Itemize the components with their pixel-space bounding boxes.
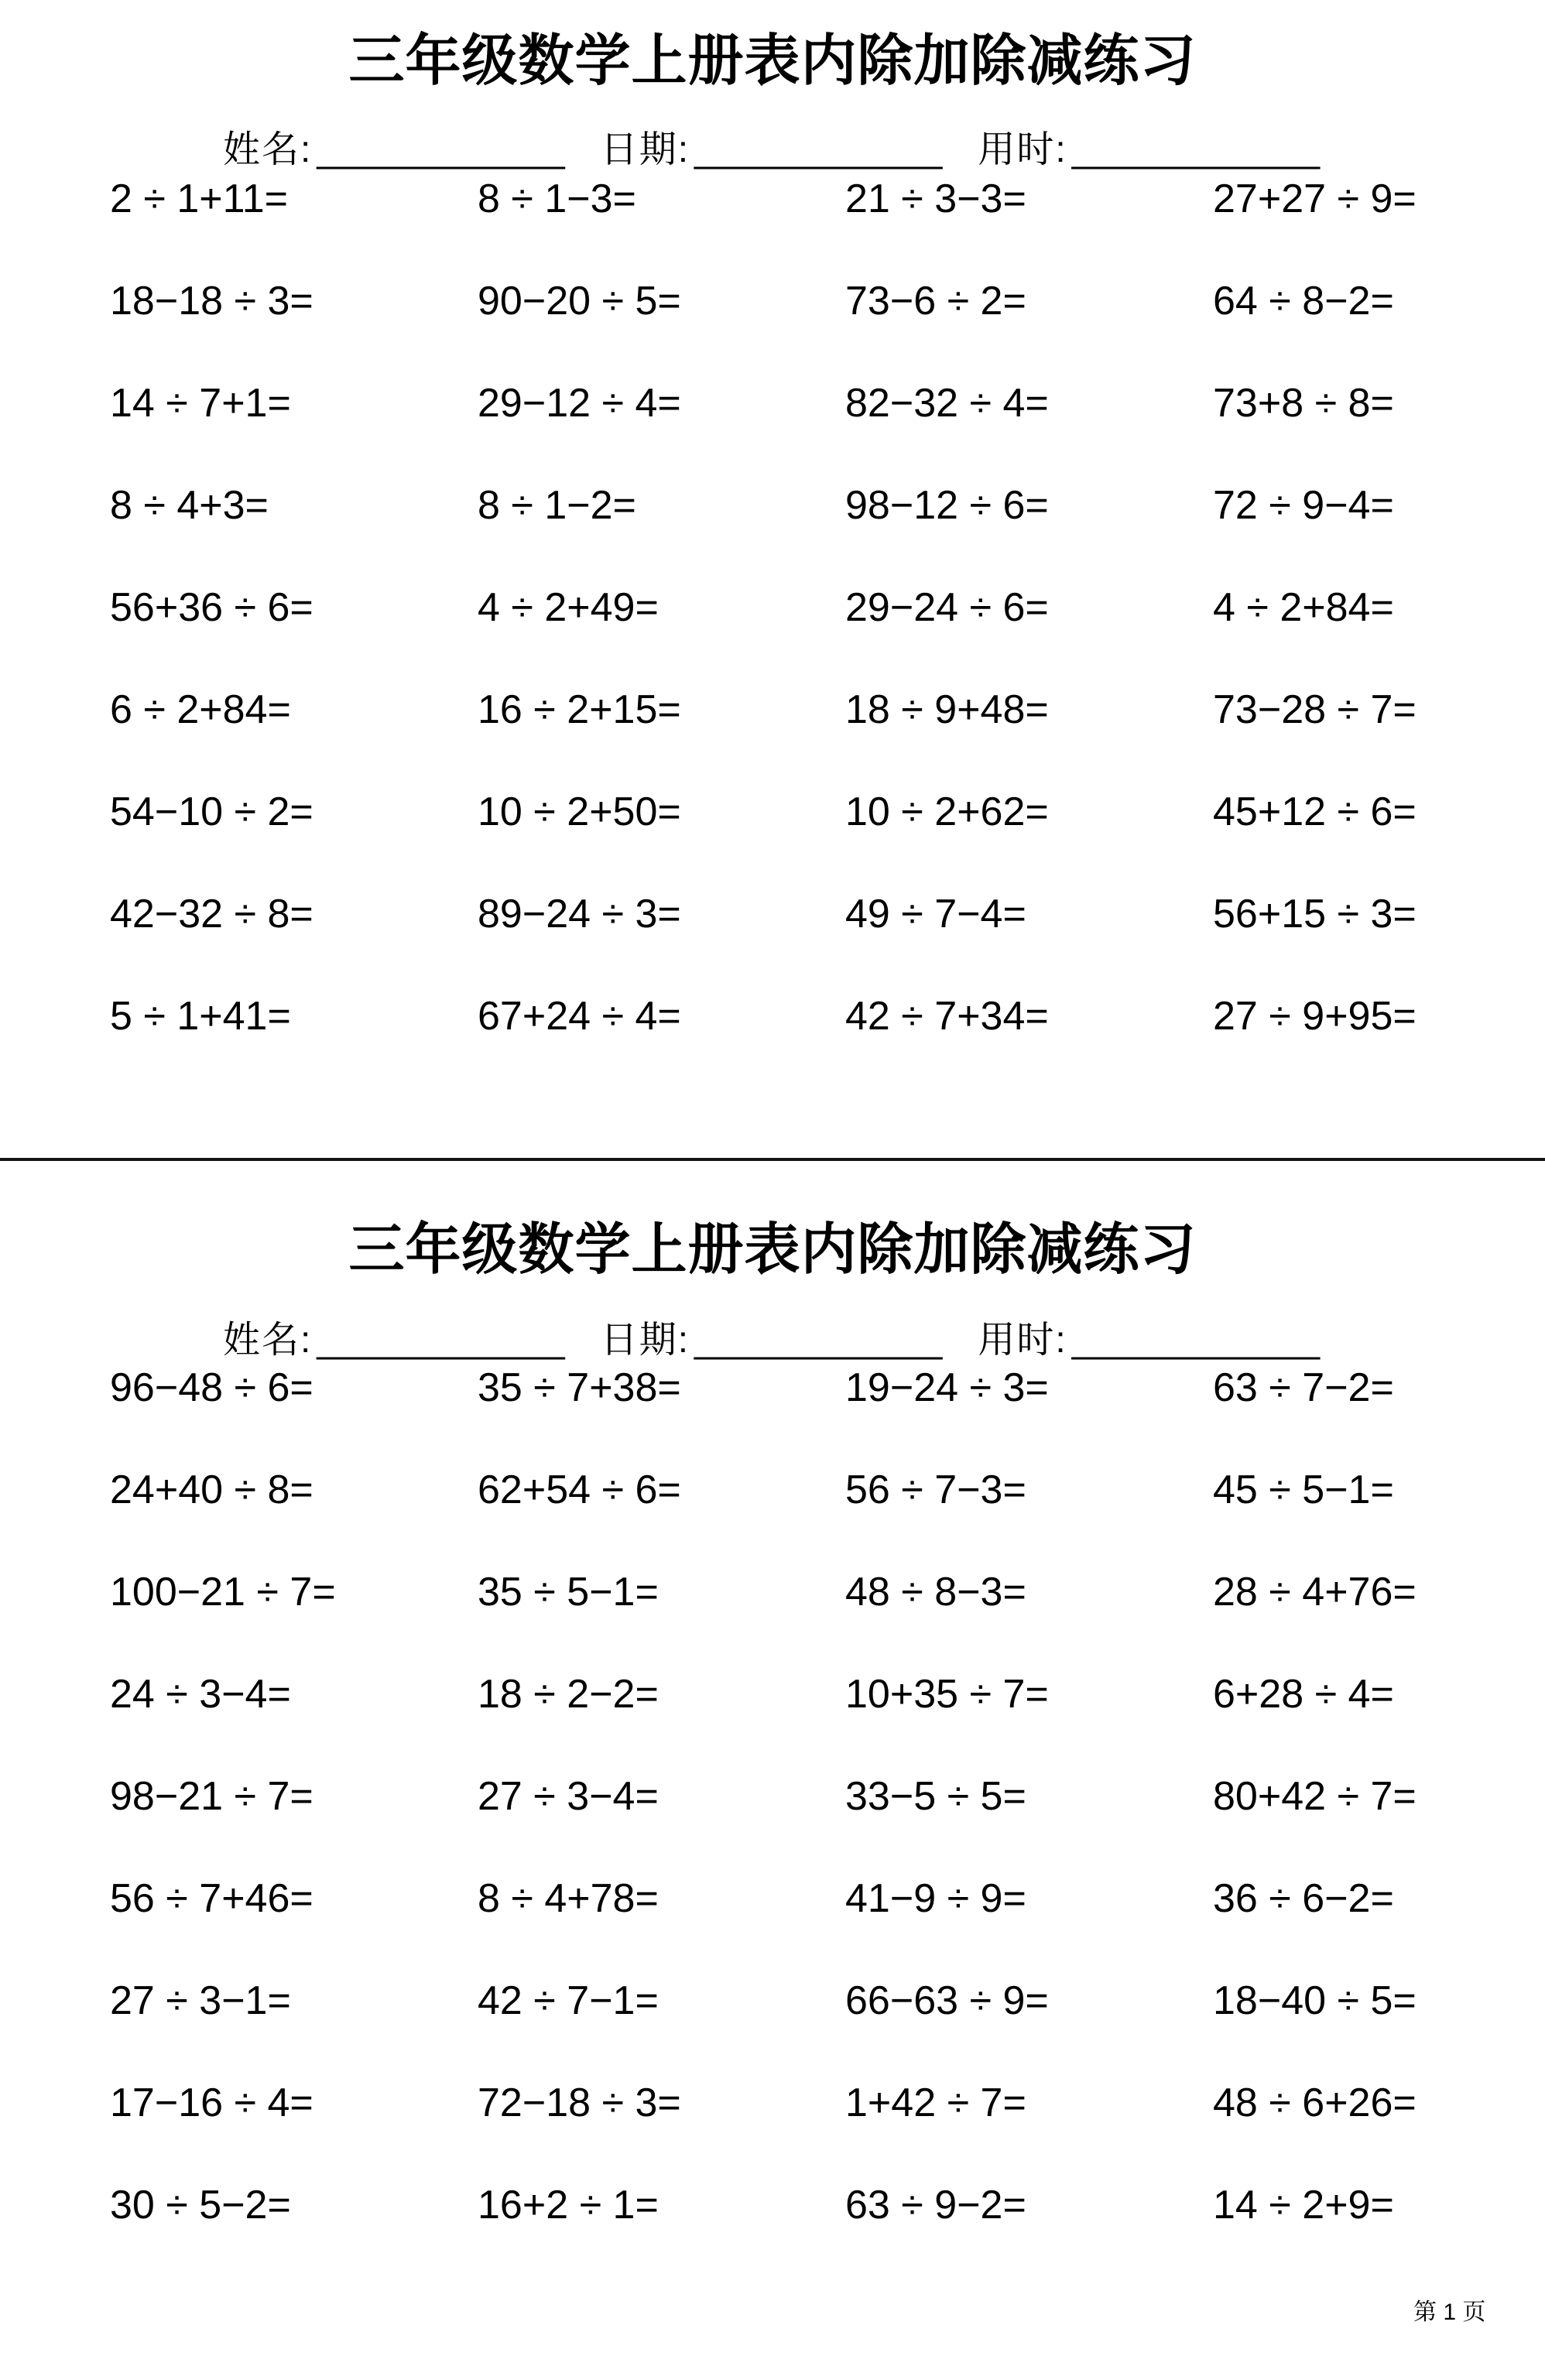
- problem-expression: 56 ÷ 7+46=: [110, 1876, 313, 1921]
- problem-expression: 41−9 ÷ 9=: [845, 1876, 1026, 1921]
- problem-expression: 66−63 ÷ 9=: [845, 1978, 1049, 2023]
- problem-expression: 72 ÷ 9−4=: [1213, 483, 1394, 528]
- problem-expression: 48 ÷ 8−3=: [845, 1570, 1026, 1615]
- problem-expression: 27+27 ÷ 9=: [1213, 176, 1417, 221]
- problem-expression: 73−28 ÷ 7=: [1213, 687, 1417, 732]
- problem-grid-1: [110, 177, 1545, 1097]
- name-blank: ____________: [317, 1320, 565, 1361]
- problem-expression: 67+24 ÷ 4=: [478, 994, 681, 1039]
- problem-expression: 89−24 ÷ 3=: [478, 892, 681, 937]
- problem-expression: 48 ÷ 6+26=: [1213, 2080, 1417, 2125]
- problem-expression: 16 ÷ 2+15=: [478, 687, 681, 732]
- problem-expression: 28 ÷ 4+76=: [1213, 1570, 1417, 1615]
- problem-expression: 27 ÷ 9+95=: [1213, 994, 1417, 1039]
- problem-expression: 42 ÷ 7+34=: [845, 994, 1049, 1039]
- problem-expression: 30 ÷ 5−2=: [110, 2183, 291, 2228]
- problem-expression: 63 ÷ 7−2=: [1213, 1365, 1394, 1410]
- problem-expression: 36 ÷ 6−2=: [1213, 1876, 1394, 1921]
- page-divider-line: [0, 1158, 1545, 1161]
- problem-grid-2: [110, 1366, 1545, 2286]
- problem-expression: 49 ÷ 7−4=: [845, 892, 1026, 937]
- problem-expression: 6+28 ÷ 4=: [1213, 1672, 1394, 1717]
- info-line-2: [223, 1310, 1320, 1363]
- problem-expression: 10 ÷ 2+62=: [845, 789, 1049, 834]
- problem-expression: 8 ÷ 1−2=: [478, 483, 636, 528]
- problem-expression: 16+2 ÷ 1=: [478, 2183, 659, 2228]
- problem-expression: 2 ÷ 1+11=: [110, 176, 288, 221]
- problem-expression: 27 ÷ 3−1=: [110, 1978, 291, 2023]
- problem-expression: 56+15 ÷ 3=: [1213, 892, 1417, 937]
- date-blank: ____________: [694, 129, 943, 170]
- problem-expression: 73−6 ÷ 2=: [845, 279, 1026, 324]
- problem-expression: 17−16 ÷ 4=: [110, 2080, 313, 2125]
- problem-expression: 18 ÷ 2−2=: [478, 1672, 659, 1717]
- problem-expression: 8 ÷ 4+3=: [110, 483, 269, 528]
- problem-expression: 21 ÷ 3−3=: [845, 176, 1026, 221]
- worksheet-title-1: 三年级数学上册表内除加除减练习: [348, 30, 1197, 92]
- problem-expression: 10+35 ÷ 7=: [845, 1672, 1049, 1717]
- problem-expression: 14 ÷ 2+9=: [1213, 2183, 1394, 2228]
- problem-expression: 82−32 ÷ 4=: [845, 381, 1049, 426]
- problem-expression: 18 ÷ 9+48=: [845, 687, 1049, 732]
- problem-expression: 18−18 ÷ 3=: [110, 279, 313, 324]
- problem-expression: 4 ÷ 2+84=: [1213, 585, 1394, 630]
- problem-expression: 64 ÷ 8−2=: [1213, 279, 1394, 324]
- problem-expression: 90−20 ÷ 5=: [478, 279, 681, 324]
- problem-expression: 56+36 ÷ 6=: [110, 585, 313, 630]
- problem-expression: 98−21 ÷ 7=: [110, 1774, 313, 1819]
- problem-expression: 33−5 ÷ 5=: [845, 1774, 1026, 1819]
- problem-expression: 100−21 ÷ 7=: [110, 1570, 336, 1615]
- date-label: 日期:: [600, 1320, 690, 1361]
- problem-expression: 35 ÷ 5−1=: [478, 1570, 659, 1615]
- problem-expression: 98−12 ÷ 6=: [845, 483, 1049, 528]
- name-label: 姓名:: [223, 129, 313, 170]
- problem-expression: 42 ÷ 7−1=: [478, 1978, 659, 2023]
- problem-expression: 24 ÷ 3−4=: [110, 1672, 291, 1717]
- worksheet-title-2: 三年级数学上册表内除加除减练习: [348, 1219, 1197, 1281]
- problem-expression: 4 ÷ 2+49=: [478, 585, 659, 630]
- date-blank: ____________: [694, 1320, 943, 1361]
- problem-expression: 27 ÷ 3−4=: [478, 1774, 659, 1819]
- problem-expression: 56 ÷ 7−3=: [845, 1467, 1026, 1512]
- problem-expression: 1+42 ÷ 7=: [845, 2080, 1026, 2125]
- problem-expression: 45 ÷ 5−1=: [1213, 1467, 1394, 1512]
- problem-expression: 29−24 ÷ 6=: [845, 585, 1049, 630]
- problem-expression: 14 ÷ 7+1=: [110, 381, 291, 426]
- page-number: 第 1 页: [1413, 2300, 1486, 2325]
- problem-expression: 29−12 ÷ 4=: [478, 381, 681, 426]
- problem-expression: 5 ÷ 1+41=: [110, 994, 291, 1039]
- problem-expression: 96−48 ÷ 6=: [110, 1365, 313, 1410]
- problem-expression: 8 ÷ 1−3=: [478, 176, 636, 221]
- problem-expression: 54−10 ÷ 2=: [110, 789, 313, 834]
- time-label: 用时:: [978, 129, 1067, 170]
- problem-expression: 73+8 ÷ 8=: [1213, 381, 1394, 426]
- problem-expression: 6 ÷ 2+84=: [110, 687, 291, 732]
- problem-expression: 18−40 ÷ 5=: [1213, 1978, 1417, 2023]
- problem-expression: 63 ÷ 9−2=: [845, 2183, 1026, 2228]
- problem-expression: 10 ÷ 2+50=: [478, 789, 681, 834]
- date-label: 日期:: [600, 129, 690, 170]
- problem-expression: 8 ÷ 4+78=: [478, 1876, 659, 1921]
- problem-expression: 62+54 ÷ 6=: [478, 1467, 681, 1512]
- problem-expression: 72−18 ÷ 3=: [478, 2080, 681, 2125]
- problem-expression: 35 ÷ 7+38=: [478, 1365, 681, 1410]
- problem-expression: 42−32 ÷ 8=: [110, 892, 313, 937]
- time-blank: ____________: [1071, 1320, 1321, 1361]
- problem-expression: 80+42 ÷ 7=: [1213, 1774, 1417, 1819]
- name-blank: ____________: [317, 129, 565, 170]
- info-line-1: [223, 119, 1320, 173]
- time-blank: ____________: [1071, 129, 1321, 170]
- time-label: 用时:: [978, 1320, 1067, 1361]
- problem-expression: 19−24 ÷ 3=: [845, 1365, 1049, 1410]
- name-label: 姓名:: [223, 1320, 313, 1361]
- problem-expression: 45+12 ÷ 6=: [1213, 789, 1417, 834]
- problem-expression: 24+40 ÷ 8=: [110, 1467, 313, 1512]
